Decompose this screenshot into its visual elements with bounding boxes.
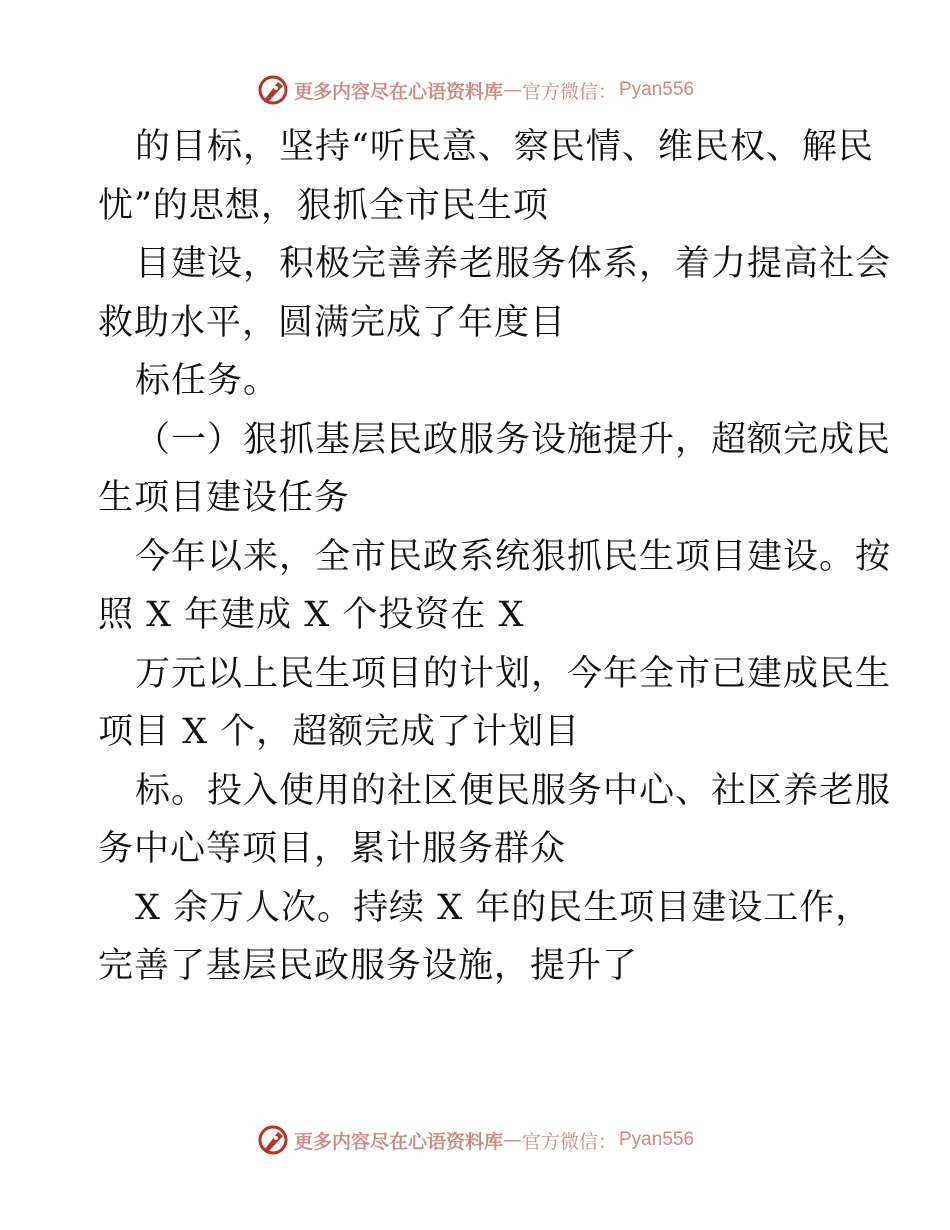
text-line: 救助水平，圆满完成了年度目 (98, 302, 567, 343)
pen-logo-icon (256, 1123, 290, 1157)
text-line: X 余万人次。持续 X 年的民生项目建设工作， (135, 887, 872, 928)
text-line: 照 X 年建成 X 个投资在 X (98, 595, 525, 635)
pen-logo-icon (256, 73, 290, 107)
watermark-wechat-label: 官方微信： (521, 80, 617, 103)
watermark-dash: — (502, 79, 522, 101)
document-body (98, 118, 892, 996)
section-heading-line: （一）狠抓基层民政服务设施提升，超额完成民 (135, 419, 892, 460)
text-line: 万元以上民生项目的计划，今年全市已建成民生 (135, 653, 892, 694)
watermark-text: 更多内容尽在心语资料库 (293, 80, 503, 103)
text-line: 忧”的思想，狠抓全市民生项 (98, 185, 549, 226)
section-heading-line: 生项目建设任务 (98, 478, 351, 518)
watermark-wechat-id: Pyan556 (619, 1129, 695, 1150)
text-line: 务中心等项目，累计服务群众 (98, 829, 567, 869)
text-line: 目建设，积极完善养老服务体系，着力提高社会 (135, 244, 892, 284)
watermark-wechat-id: Pyan556 (619, 79, 695, 100)
footer-watermark (0, 1122, 950, 1158)
header-watermark (0, 72, 950, 108)
text-line: 完善了基层民政服务设施，提升了 (98, 946, 639, 986)
text-line: 的目标，坚持“听民意、察民情、维民权、解民 (135, 127, 874, 167)
text-line: 标。投入使用的社区便民服务中心、社区养老服 (135, 770, 892, 811)
text-line: 项目 X 个，超额完成了计划目 (98, 712, 581, 752)
watermark-text: 更多内容尽在心语资料库 (293, 1130, 503, 1153)
text-line: 今年以来，全市民政系统狠抓民生项目建设。按 (135, 536, 892, 577)
watermark-dash: — (502, 1129, 522, 1151)
watermark-wechat-label: 官方微信： (521, 1130, 617, 1153)
text-line: 标任务。 (135, 361, 280, 401)
